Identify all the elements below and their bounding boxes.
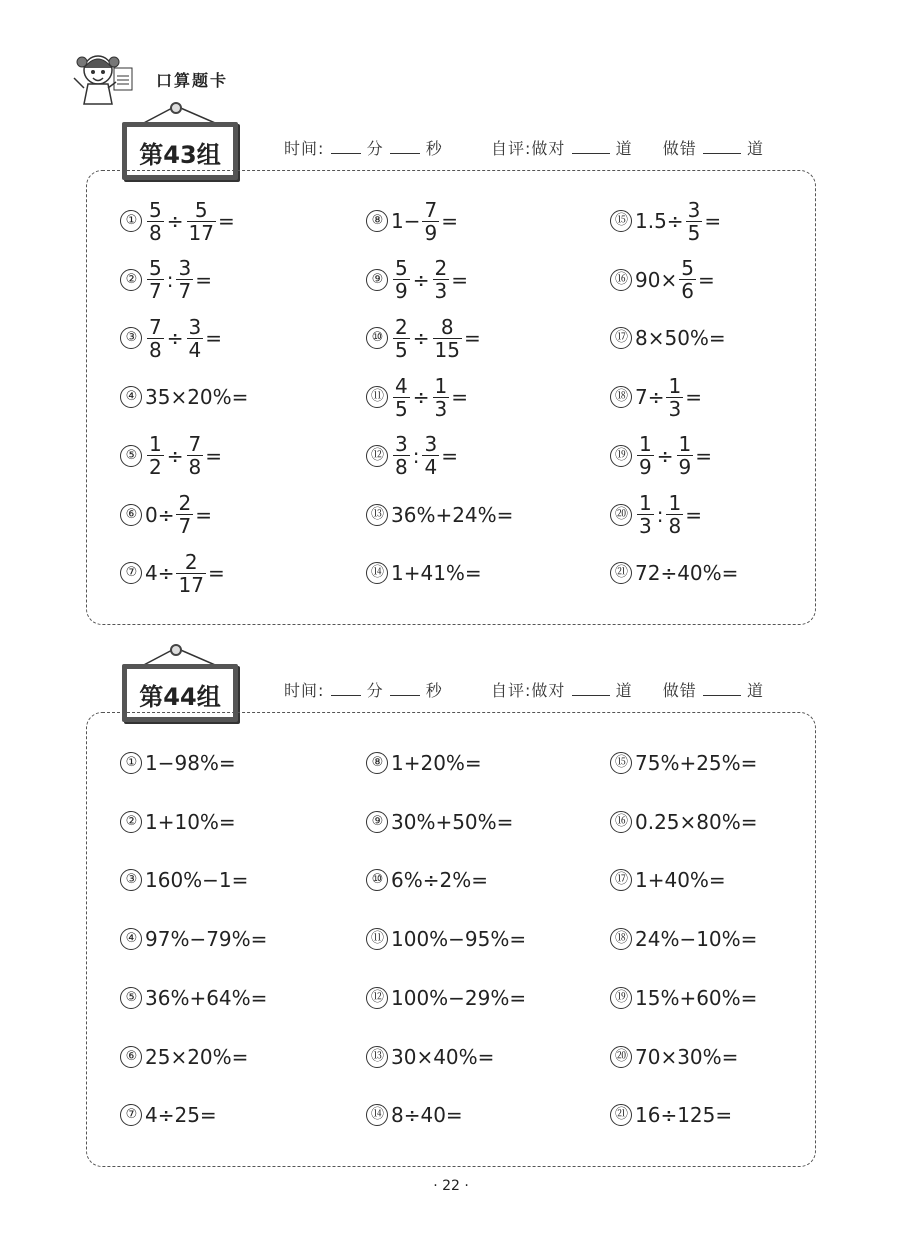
denominator: 8	[668, 514, 682, 538]
problem-expression: 16÷125=	[635, 1103, 733, 1128]
fraction-b	[422, 433, 439, 478]
numerator: 1	[639, 432, 652, 457]
fraction-a	[147, 257, 164, 302]
problem-item	[610, 490, 702, 540]
fraction-b	[176, 492, 193, 537]
girl-mascot-icon	[70, 48, 140, 108]
problem-number: ⑯	[610, 269, 632, 291]
problem-number: ㉑	[610, 1104, 632, 1126]
problem-number: ⑳	[610, 504, 632, 526]
equals-sign: =	[695, 443, 712, 468]
denominator: 8	[395, 455, 408, 480]
problem-expression: 1+40%=	[635, 868, 726, 893]
fraction-b	[679, 257, 696, 302]
problem-item	[610, 914, 757, 964]
numerator: 3	[424, 432, 438, 457]
problem-expression: 1−98%=	[145, 751, 236, 775]
minutes-blank[interactable]	[331, 682, 361, 696]
problem-item	[120, 738, 236, 788]
problem-number: ⑧	[366, 210, 388, 232]
problem-number: ⑦	[120, 562, 142, 584]
problem-item	[366, 914, 526, 964]
fraction-b	[187, 316, 204, 361]
problem-item	[366, 490, 513, 540]
problem-prefix: 4÷	[145, 561, 175, 586]
problem-expression: 30×40%=	[391, 1044, 495, 1069]
problem-expression: 97%−79%=	[145, 927, 268, 952]
denominator: 7	[178, 514, 192, 538]
equals-sign: =	[704, 209, 722, 233]
problem-number: ⑥	[120, 504, 142, 526]
seconds-blank[interactable]	[390, 682, 420, 696]
problem-number: ④	[120, 928, 142, 950]
correct-unit: 道	[615, 681, 633, 700]
problem-item	[366, 196, 458, 246]
correct-unit: 道	[615, 139, 633, 158]
problem-item	[610, 255, 715, 305]
numerator: 8	[440, 314, 454, 339]
problem-item	[610, 738, 757, 788]
denominator: 3	[434, 396, 448, 421]
equals-sign: =	[697, 267, 715, 292]
numerator: 7	[424, 197, 438, 222]
problem-item	[366, 855, 488, 905]
fraction-a	[393, 316, 410, 361]
equals-sign: =	[451, 385, 468, 410]
problem-number: ⑩	[366, 869, 388, 891]
problem-expression: 30%+50%=	[391, 809, 514, 834]
denominator: 5	[395, 396, 408, 421]
problem-number: ②	[120, 269, 142, 291]
denominator: 2	[149, 455, 162, 480]
correct-label: 自评:做对	[491, 681, 566, 700]
wrong-label: 做错	[662, 681, 697, 700]
equals-sign: =	[685, 385, 702, 410]
problem-item	[610, 372, 702, 422]
fraction-b	[176, 551, 205, 596]
score-meta	[284, 678, 764, 701]
fraction-b	[677, 433, 694, 478]
numerator: 1	[149, 432, 162, 457]
problem-item	[120, 372, 248, 422]
correct-blank[interactable]	[572, 140, 610, 154]
problem-item	[366, 372, 468, 422]
operator: ÷	[166, 326, 184, 351]
problem-item	[610, 797, 758, 847]
problem-item	[610, 548, 738, 598]
equals-sign: =	[205, 443, 222, 468]
problem-item	[366, 313, 481, 363]
problem-item	[120, 1032, 248, 1082]
problem-number: ⑫	[366, 445, 388, 467]
problem-expression: 1+41%=	[391, 561, 482, 586]
problem-item	[610, 431, 712, 481]
numerator: 5	[149, 197, 162, 222]
problem-item	[366, 797, 513, 847]
problem-expression: 1+10%=	[145, 809, 236, 834]
problem-prefix: 7÷	[635, 385, 665, 410]
wrong-blank[interactable]	[703, 140, 741, 154]
operator: :	[656, 502, 664, 527]
page-number: · 22 ·	[433, 1178, 469, 1194]
numerator: 2	[184, 549, 198, 574]
problem-expression: 75%+25%=	[635, 751, 758, 775]
seconds-blank[interactable]	[390, 140, 420, 154]
problem-item	[120, 548, 225, 598]
problem-item	[366, 1032, 494, 1082]
denominator: 9	[639, 455, 652, 480]
problem-expression: 100%−95%=	[391, 927, 527, 952]
problem-number: ⑩	[366, 327, 388, 349]
numerator: 2	[434, 256, 448, 281]
problem-number: ⑪	[366, 386, 388, 408]
minutes-label: 分	[366, 139, 384, 158]
denominator: 8	[149, 337, 162, 362]
numerator: 7	[188, 432, 202, 457]
problem-prefix: 90×	[635, 267, 678, 292]
problem-expression: 36%+24%=	[391, 502, 514, 527]
problem-number: ④	[120, 386, 142, 408]
fraction-a	[637, 492, 654, 537]
problem-item	[610, 196, 721, 246]
problem-expression: 160%−1=	[145, 868, 249, 893]
minutes-label: 分	[366, 681, 384, 700]
numerator: 7	[149, 314, 162, 339]
problem-item	[120, 914, 267, 964]
problem-item	[366, 255, 468, 305]
numerator: 3	[178, 256, 192, 281]
problem-item	[120, 1090, 217, 1140]
operator: ÷	[656, 443, 674, 468]
wrong-unit: 道	[747, 681, 765, 700]
fraction-b	[666, 375, 683, 420]
problem-number: ⑨	[366, 269, 388, 291]
score-meta	[284, 136, 764, 159]
denominator: 5	[687, 220, 701, 245]
numerator: 1	[678, 432, 692, 457]
minutes-blank[interactable]	[331, 140, 361, 154]
page-title: 口算题卡	[156, 71, 229, 90]
problem-expression: 0.25×80%=	[635, 809, 758, 834]
problem-item	[120, 490, 212, 540]
problem-item	[366, 431, 458, 481]
time-label: 时间:	[284, 139, 325, 158]
fraction-a	[393, 375, 410, 420]
denominator: 9	[424, 220, 438, 245]
equals-sign: =	[207, 561, 225, 586]
problem-item	[366, 738, 482, 788]
equals-sign: =	[195, 267, 212, 292]
problem-number: ⑥	[120, 1046, 142, 1068]
equals-sign: =	[463, 326, 481, 351]
operator: ÷	[412, 385, 430, 410]
numerator: 5	[395, 256, 408, 281]
problem-number: ⑭	[366, 562, 388, 584]
problem-number: ①	[120, 752, 142, 774]
operator: :	[166, 267, 174, 292]
fraction-b	[433, 316, 462, 361]
problem-expression: 6%÷2%=	[391, 868, 488, 893]
fraction-b	[666, 492, 683, 537]
correct-blank[interactable]	[572, 682, 610, 696]
problem-item	[120, 255, 212, 305]
fraction-a	[393, 257, 410, 302]
group-label: 第43组	[139, 141, 221, 169]
denominator: 4	[188, 337, 202, 362]
denominator: 3	[639, 514, 652, 538]
fraction-a	[147, 433, 164, 478]
denominator: 3	[668, 396, 682, 421]
equals-sign: =	[685, 502, 702, 527]
problem-item	[610, 1032, 738, 1082]
problem-expression: 25×20%=	[145, 1044, 249, 1069]
problem-prefix: 1−	[391, 209, 421, 233]
equals-sign: =	[205, 326, 222, 351]
problem-item	[120, 313, 222, 363]
problem-number: ⑮	[610, 752, 632, 774]
problem-number: ⑬	[366, 504, 388, 526]
numerator: 5	[681, 256, 694, 281]
problem-item	[120, 431, 222, 481]
numerator: 1	[668, 491, 682, 515]
denominator: 7	[178, 279, 192, 304]
numerator: 5	[194, 197, 208, 222]
problem-number: ⑰	[610, 869, 632, 891]
fraction-b	[686, 199, 703, 244]
equals-sign: =	[217, 209, 235, 233]
problem-expression: 72÷40%=	[635, 561, 739, 586]
problem-item	[366, 548, 482, 598]
problem-number: ③	[120, 327, 142, 349]
problem-number: ⑭	[366, 1104, 388, 1126]
problem-number: ⑱	[610, 928, 632, 950]
fraction-b	[433, 257, 450, 302]
seconds-label: 秒	[425, 681, 443, 700]
numerator: 2	[395, 314, 408, 339]
wrong-blank[interactable]	[703, 682, 741, 696]
denominator: 7	[149, 279, 162, 304]
denominator: 9	[395, 279, 408, 304]
problem-expression: 100%−29%=	[391, 985, 527, 1010]
problem-number: ⑦	[120, 1104, 142, 1126]
denominator: 4	[424, 455, 438, 480]
problem-number: ⑧	[366, 752, 388, 774]
equals-sign: =	[441, 209, 458, 233]
problem-number: ③	[120, 869, 142, 891]
problem-number: ⑱	[610, 386, 632, 408]
fraction-a	[393, 433, 410, 478]
problem-expression: 24%−10%=	[635, 927, 758, 952]
numerator: 3	[395, 432, 408, 457]
wrong-unit: 道	[747, 139, 765, 158]
denominator: 15	[434, 337, 460, 362]
problem-expression: 70×30%=	[635, 1044, 739, 1069]
denominator: 17	[188, 220, 214, 245]
nail-icon	[170, 102, 182, 114]
problem-item	[610, 1090, 732, 1140]
problem-number: ⑤	[120, 445, 142, 467]
operator: ÷	[166, 443, 184, 468]
problem-number: ⑲	[610, 445, 632, 467]
operator: ÷	[412, 326, 430, 351]
correct-label: 自评:做对	[491, 139, 566, 158]
problem-prefix: 1.5÷	[635, 209, 684, 233]
problem-item	[610, 973, 757, 1023]
problem-number: ⑰	[610, 327, 632, 349]
denominator: 6	[681, 279, 694, 304]
numerator: 1	[639, 491, 652, 515]
nail-icon	[170, 644, 182, 656]
problem-number: ㉑	[610, 562, 632, 584]
denominator: 8	[149, 220, 162, 245]
problem-number: ⑲	[610, 987, 632, 1009]
problem-number: ⑫	[366, 987, 388, 1009]
numerator: 1	[434, 373, 448, 398]
seconds-label: 秒	[425, 139, 443, 158]
problem-item	[120, 797, 236, 847]
numerator: 3	[687, 197, 701, 222]
problem-expression: 1+20%=	[391, 751, 482, 775]
operator: :	[412, 443, 420, 468]
operator: ÷	[412, 267, 430, 292]
numerator: 2	[178, 491, 192, 515]
time-label: 时间:	[284, 681, 325, 700]
numerator: 5	[149, 256, 162, 281]
problem-number: ⑨	[366, 811, 388, 833]
problem-prefix: 0÷	[145, 502, 175, 527]
denominator: 9	[678, 455, 692, 480]
fraction-a	[637, 433, 654, 478]
problem-number: ⑯	[610, 811, 632, 833]
problem-number: ⑮	[610, 210, 632, 232]
fraction-b	[422, 199, 439, 244]
problem-expression: 8÷40=	[391, 1103, 463, 1128]
denominator: 3	[434, 279, 448, 304]
equals-sign: =	[441, 443, 458, 468]
problem-item	[610, 855, 726, 905]
problem-expression: 15%+60%=	[635, 985, 758, 1010]
fraction-b	[176, 257, 193, 302]
problem-number: ⑤	[120, 987, 142, 1009]
problem-number: ⑪	[366, 928, 388, 950]
problem-number: ②	[120, 811, 142, 833]
fraction-b	[187, 199, 216, 244]
problem-number: ①	[120, 210, 142, 232]
problem-number: ⑬	[366, 1046, 388, 1068]
problem-item	[366, 973, 526, 1023]
problem-expression: 8×50%=	[635, 326, 726, 351]
problem-item	[120, 196, 235, 246]
problem-expression: 4÷25=	[145, 1103, 217, 1128]
denominator: 5	[395, 337, 408, 362]
equals-sign: =	[451, 267, 468, 292]
numerator: 1	[668, 373, 682, 398]
denominator: 17	[178, 572, 204, 597]
numerator: 3	[188, 314, 202, 339]
operator: ÷	[166, 209, 184, 233]
problem-expression: 36%+64%=	[145, 985, 268, 1010]
equals-sign: =	[195, 502, 212, 527]
fraction-b	[187, 433, 204, 478]
problem-expression: 35×20%=	[145, 385, 249, 410]
problem-item	[366, 1090, 463, 1140]
fraction-a	[147, 316, 164, 361]
wrong-label: 做错	[662, 139, 697, 158]
problem-item	[610, 313, 726, 363]
numerator: 4	[395, 373, 408, 398]
fraction-b	[433, 375, 450, 420]
denominator: 8	[188, 455, 202, 480]
problem-number: ⑳	[610, 1046, 632, 1068]
group-label: 第44组	[139, 683, 221, 711]
fraction-a	[147, 199, 164, 244]
problem-item	[120, 855, 248, 905]
problem-item	[120, 973, 267, 1023]
